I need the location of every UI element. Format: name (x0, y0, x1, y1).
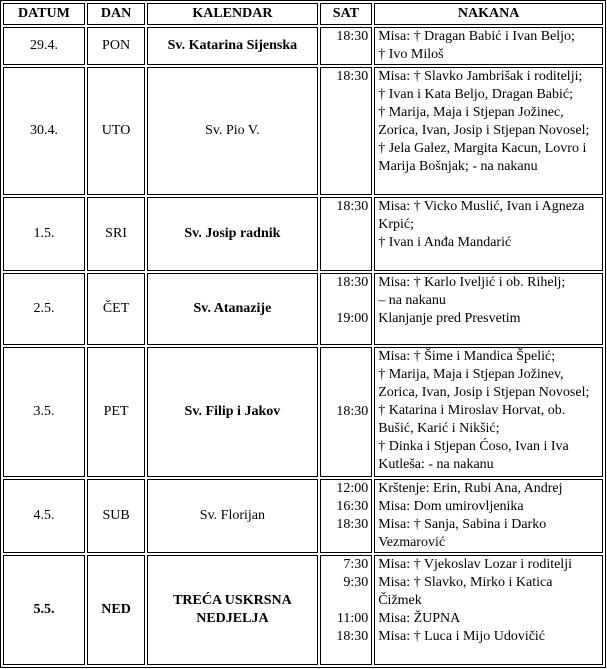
table-row (3, 197, 603, 271)
intention-entry: Misa: Dom umirovljenika (378, 499, 524, 514)
cell-sat (320, 479, 373, 553)
cell-dan: ČET (87, 273, 145, 345)
table-row (3, 347, 603, 477)
cell-kalendar: Sv. Florijan (147, 479, 317, 553)
cell-dan: SRI (87, 197, 145, 271)
cell-nakana (374, 479, 603, 553)
intention-entry: † Ivan i Kata Beljo, Dragan Babić; (378, 87, 573, 102)
intention-entry: † Marija, Maja i Stjepan Jožinec, Zorica, Ivan, Josip i Stjepan Novosel; † Jela Galez, Margita Kacun, Lovro i Marija Bošnjak; - na nakanu (378, 105, 590, 174)
cell-kalendar: TREĆA USKRSNA NEDJELJA (147, 555, 317, 665)
table-row (3, 273, 603, 345)
intention-entry: Klanjanje pred Presvetim (378, 311, 521, 326)
intention-entry: † Ivan i Anđa Mandarić (378, 235, 512, 250)
intention-entry: † Dinka i Stjepan Ćoso, Ivan i Iva Kutleša: - na nakanu (378, 439, 569, 472)
intention-entry: Misa: † Slavko, Mirko i Katica Čižmek (378, 575, 553, 608)
cell-dan: SUB (87, 479, 145, 553)
cell-nakana (374, 197, 603, 271)
time-slot: 16:30 (336, 499, 369, 514)
intention-entry: Krštenje: Erin, Rubi Ana, Andrej (378, 481, 563, 496)
header-row (3, 3, 603, 25)
header-sat: SAT (320, 3, 373, 25)
cell-nakana (374, 555, 603, 665)
time-slot: 18:30 (336, 517, 369, 532)
cell-dan: PON (87, 27, 145, 65)
cell-dan: NED (87, 555, 145, 665)
cell-sat (320, 555, 373, 665)
intention-entry: † Ivo Miloš (378, 47, 444, 62)
time-slot: 18:30 (336, 29, 369, 44)
cell-nakana (374, 67, 603, 195)
time-slot: 19:00 (336, 311, 369, 326)
table-row (3, 67, 603, 195)
header-nakana: NAKANA (374, 3, 603, 25)
intention-entry: – na nakanu (378, 293, 446, 308)
intention-entry: Misa: † Vjekoslav Lozar i roditelji (378, 557, 572, 572)
cell-datum: 5.5. (3, 555, 85, 665)
header-kalendar: KALENDAR (147, 3, 317, 25)
cell-kalendar: Sv. Atanazije (147, 273, 317, 345)
intention-entry: Misa: † Dragan Babić i Ivan Beljo; (378, 29, 575, 44)
cell-sat (320, 197, 373, 271)
cell-datum: 4.5. (3, 479, 85, 553)
cell-dan: PET (87, 347, 145, 477)
intention-entry: Misa: † Luca i Mijo Udovičić (378, 629, 546, 644)
cell-datum: 29.4. (3, 27, 85, 65)
header-dan: DAN (87, 3, 145, 25)
cell-datum: 2.5. (3, 273, 85, 345)
intention-entry: Misa: † Šime i Mandica Špelić; (378, 349, 556, 364)
cell-kalendar: Sv. Josip radnik (147, 197, 317, 271)
cell-nakana (374, 27, 603, 65)
time-slot: 12:00 (336, 481, 369, 496)
cell-sat (320, 27, 373, 65)
time-slot: 18:30 (336, 404, 369, 419)
table-row (3, 27, 603, 65)
header-datum: DATUM (3, 3, 85, 25)
cell-datum: 3.5. (3, 347, 85, 477)
cell-nakana (374, 273, 603, 345)
time-slot: 9:30 (343, 575, 369, 590)
time-slot: 7:30 (343, 557, 369, 572)
intention-entry: Misa: † Vicko Muslić, Ivan i Agneza Krpić; (378, 199, 585, 232)
intention-entry: Misa: † Slavko Jambrišak i roditelji; (378, 69, 583, 84)
table-row (3, 555, 603, 665)
table-row (3, 479, 603, 553)
intention-entry: Misa: † Karlo Iveljić i ob. Rihelj; (378, 275, 566, 290)
time-slot: 18:30 (336, 199, 369, 214)
cell-sat (320, 273, 373, 345)
time-slot: 18:30 (336, 629, 369, 644)
cell-sat (320, 67, 373, 195)
cell-kalendar: Sv. Pio V. (147, 67, 317, 195)
time-slot: 18:30 (336, 69, 369, 84)
cell-datum: 30.4. (3, 67, 85, 195)
intention-entry: † Marija, Maja i Stjepan Jožinev, Zorica, Ivan, Josip i Stjepan Novosel; † Katarina i Miroslav Horvat, ob. Bušić, Karić i Nikšić; (378, 367, 590, 436)
time-slot: 11:00 (336, 611, 369, 626)
cell-sat (320, 347, 373, 477)
intention-entry: Misa: ŽUPNA (378, 611, 461, 626)
cell-datum: 1.5. (3, 197, 85, 271)
cell-dan: UTO (87, 67, 145, 195)
cell-kalendar: Sv. Katarina Sijenska (147, 27, 317, 65)
intention-entry: Misa: † Sanja, Sabina i Darko Vezmarović (378, 517, 547, 550)
cell-kalendar: Sv. Filip i Jakov (147, 347, 317, 477)
time-slot: 18:30 (336, 275, 369, 290)
cell-nakana (374, 347, 603, 477)
